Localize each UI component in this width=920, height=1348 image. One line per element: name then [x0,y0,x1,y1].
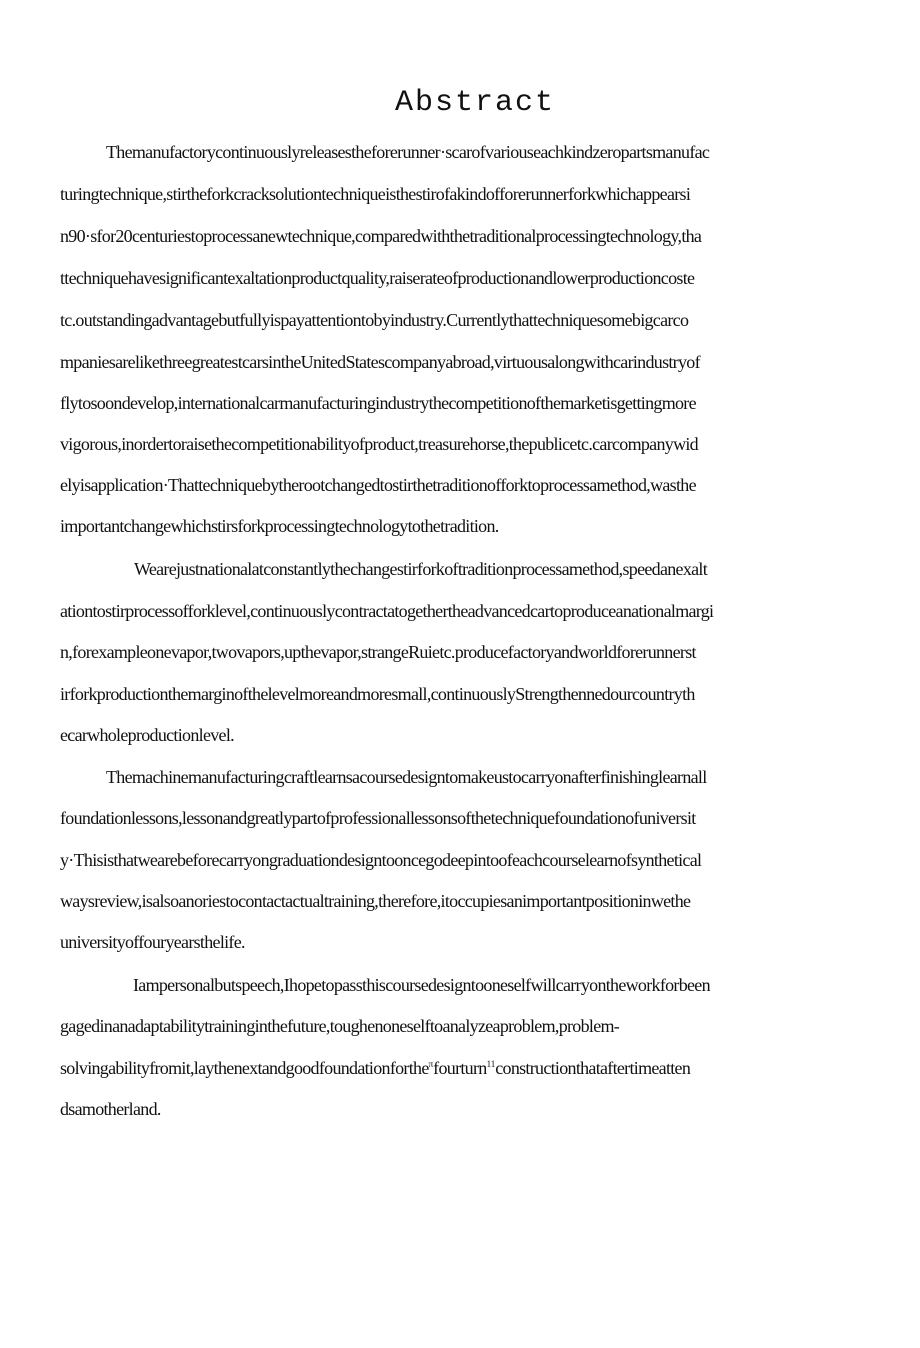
text-line: ecarwholeproductionlevel. [60,725,234,745]
text-line: n90·sfor20centuriestoprocessanewtechnique,comparedwiththetraditionalprocessingtechnology,tha [60,226,702,246]
text-line: waysreview,isalsoanoriestocontactactualtraining,therefore,itoccupiesanimportantpositioninwethe [60,891,691,911]
text-line-with-superscripts [60,1056,690,1080]
abstract-title: Abstract [394,86,556,120]
text-line: Themachinemanufacturingcraftlearnsacoursedesigntomakeustocarryonafterfinishinglearnall [106,767,707,787]
text-line: ttechniquehavesignificantexaltationproductquality,raiserateofproductionandlowerproductioncoste [60,268,695,288]
text-line: y·Thisisthatwearebeforecarryongraduationdesigntooncegodeepintoofeachcourselearnofsynthetical [60,850,702,870]
text-segment: constructionthataftertimeatten [495,1058,691,1078]
text-line: ationtostirprocessofforklevel,continuouslycontractatogethertheadvancedcartoproduceanationalmargi [60,601,714,621]
text-line: foundationlessons,lessonandgreatlypartofprofessionallessonsofthetechniquefoundationofuniversit [60,808,696,828]
text-line: mpaniesarelikethreegreatestcarsintheUnitedStatescompanyabroad,virtuousalongwithcarindustryof [60,352,700,372]
text-line: dsamotherland. [60,1099,161,1119]
text-segment: solvingabilityfromit,laythenextandgoodfoundationforthe [60,1058,429,1078]
text-line: n,forexampleonevapor,twovapors,upthevapor,strangeRuietc.producefactoryandworldforerunnerst [60,642,696,662]
text-line: Themanufactorycontinuouslyreleasestheforerunner·scarofvariouseachkindzeropartsmanufac [106,142,710,162]
text-line: Iampersonalbutspeech,Ihopetopassthiscoursedesigntooneselfwillcarryontheworkforbeen [133,975,710,995]
text-line: vigorous,inordertoraisethecompetitionabilityofproduct,treasurehorse,thepublicetc.carcompanywid [60,434,698,454]
text-line: importantchangewhichstirsforkprocessingtechnologytothetradition. [60,516,499,536]
text-line: gagedinanadaptabilitytraininginthefuture,toughenoneselftoanalyzeaproblem,problem- [60,1016,620,1036]
text-line: tc.outstandingadvantagebutfullyispayattentiontobyindustry.Currentlythattechniquesomebigcarco [60,310,689,330]
text-line: universityoffouryearsthelife. [60,932,245,952]
text-line: irforkproductionthemarginofthelevelmoreandmoresmall,continuouslyStrengthennedourcountryth [60,684,695,704]
text-line: elyisapplication·Thattechniquebytherootchangedtostirthetraditionofforktoprocessamethod,wasthe [60,475,696,495]
superscript-mark: 11 [486,1059,496,1069]
text-line: turingtechnique,stirtheforkcracksolutiontechniqueisthestirofakindofforerunnerforkwhichappearsi [60,184,691,204]
superscript-mark: π [428,1059,434,1069]
text-segment: fourturn [433,1058,487,1078]
text-line: flytosoondevelop,internationalcarmanufacturingindustrythecompetitionofthemarketisgettingmore [60,393,696,413]
text-line: Wearejustnationalatconstantlythechangestirforkoftraditionprocessamethod,speedanexalt [134,559,708,579]
